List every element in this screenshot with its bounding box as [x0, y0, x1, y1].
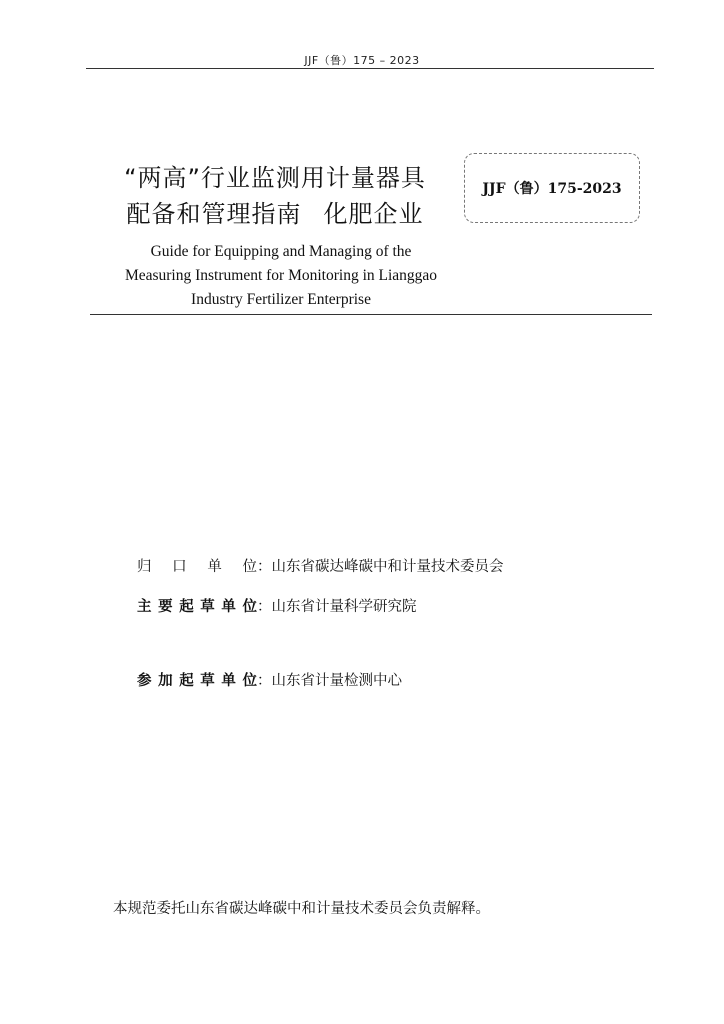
standard-code-box	[464, 153, 640, 223]
unit-value-participating-drafting: 山东省计量检测中心	[271, 673, 402, 689]
interpretation-note: 本规范委托山东省碳达峰碳中和计量技术委员会负责解释。	[113, 901, 490, 917]
header-divider	[86, 68, 654, 69]
unit-label-main-drafting: 主要起草单位	[137, 599, 257, 615]
unit-label-participating-drafting: 参加起草单位	[137, 673, 257, 689]
chinese-title-line-2-sub: 化肥企业	[323, 200, 424, 228]
unit-separator: ：	[257, 599, 272, 615]
chinese-title	[92, 160, 458, 232]
unit-row-main-drafting	[137, 595, 417, 616]
chinese-title-line-2	[92, 196, 458, 232]
english-title-line-2: Measuring Instrument for Monitoring in Lianggao	[124, 267, 438, 284]
chinese-title-line-1: “两高”行业监测用计量器具	[124, 164, 426, 192]
unit-label-responsible: 归口单位	[137, 559, 257, 575]
unit-value-main-drafting: 山东省计量科学研究院	[271, 599, 417, 615]
unit-separator: ：	[257, 673, 272, 689]
header-standard-code: JJF（鲁）175 – 2023	[304, 54, 420, 67]
unit-value-responsible: 山东省碳达峰碳中和计量技术委员会	[271, 559, 504, 575]
unit-separator: ：	[257, 559, 272, 575]
unit-row-participating-drafting	[137, 669, 402, 690]
english-title-line-3: Industry Fertilizer Enterprise	[191, 291, 371, 308]
unit-row-responsible	[137, 555, 504, 576]
title-divider	[90, 314, 652, 315]
english-title-line-1: Guide for Equipping and Managing of the	[150, 243, 412, 260]
standard-code-box-text: JJF（鲁）175-2023	[482, 181, 622, 197]
chinese-title-line-2-main: 配备和管理指南	[126, 200, 302, 228]
english-title	[96, 240, 466, 312]
